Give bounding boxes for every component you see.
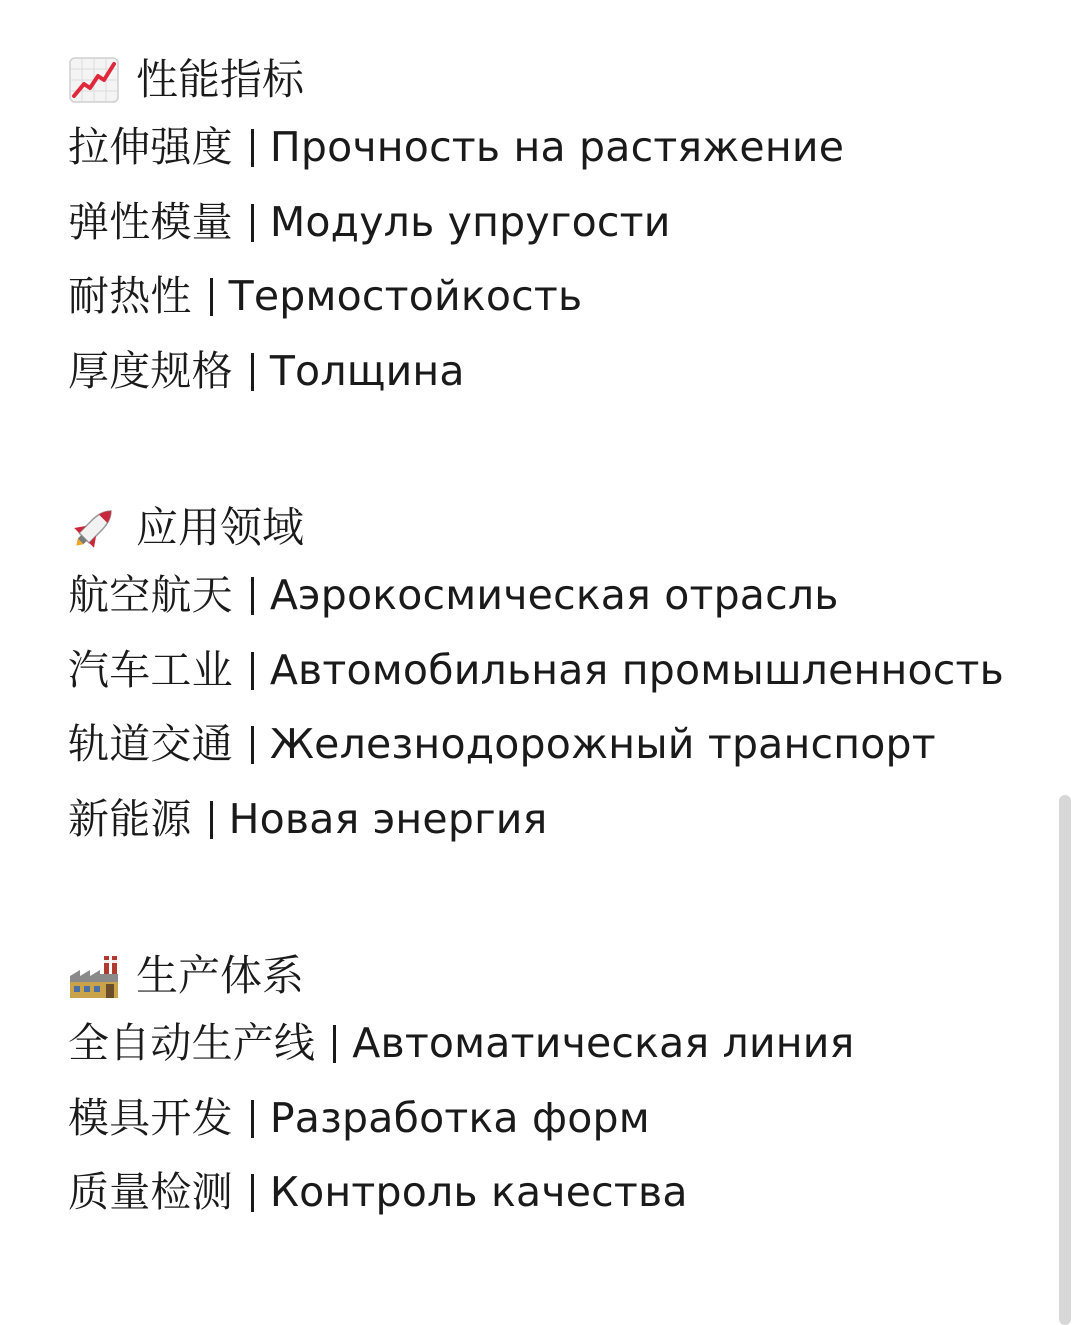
section-production <box>68 946 1048 1230</box>
item-zh: 汽车工业 <box>68 645 233 694</box>
list-item <box>68 110 1048 185</box>
chart-increasing-icon <box>68 54 120 106</box>
list-item <box>68 1081 1048 1156</box>
section-title: 应用领域 <box>136 503 305 552</box>
item-zh: 轨道交通 <box>68 720 233 768</box>
item-zh: 拉伸强度 <box>68 123 233 171</box>
list-item <box>68 707 1048 782</box>
item-ru: Контроль качества <box>269 1168 688 1216</box>
separator <box>251 652 254 690</box>
item-zh: 耐热性 <box>68 272 192 320</box>
item-ru: Новая энергия <box>228 794 548 843</box>
item-zh: 弹性模量 <box>68 197 233 246</box>
factory-icon <box>68 950 120 1002</box>
list-item <box>68 334 1048 409</box>
vertical-scrollbar[interactable] <box>1056 0 1080 1325</box>
section-heading <box>68 50 1048 110</box>
separator <box>251 726 254 764</box>
section-title: 性能指标 <box>136 55 305 104</box>
separator <box>251 353 254 391</box>
list-item <box>68 558 1048 633</box>
list-item <box>68 1155 1048 1230</box>
section-applications <box>68 498 1048 856</box>
rocket-icon <box>68 502 120 554</box>
separator <box>251 129 254 167</box>
item-zh: 质量检测 <box>68 1168 233 1216</box>
scrollbar-thumb[interactable] <box>1059 795 1071 1325</box>
separator <box>251 1174 254 1212</box>
item-zh: 航空航天 <box>68 571 233 619</box>
separator <box>251 204 254 242</box>
item-ru: Модуль упругости <box>269 197 671 246</box>
list-item <box>68 259 1048 334</box>
item-ru: Автомобильная промышленность <box>269 645 1004 694</box>
separator <box>333 1025 336 1063</box>
separator <box>251 1100 254 1138</box>
separator <box>210 278 213 316</box>
section-heading <box>68 498 1048 558</box>
list-item <box>68 1006 1048 1081</box>
list-item <box>68 633 1048 708</box>
item-ru: Термостойкость <box>228 272 583 320</box>
item-zh: 厚度规格 <box>68 346 233 395</box>
item-zh: 新能源 <box>68 794 192 843</box>
item-ru: Аэрокосмическая отрасль <box>269 571 839 619</box>
item-ru: Автоматическая линия <box>352 1019 855 1067</box>
section-performance <box>68 50 1048 408</box>
section-title: 生产体系 <box>136 951 305 1000</box>
item-ru: Разработка форм <box>269 1093 650 1142</box>
item-ru: Прочность на растяжение <box>269 123 845 171</box>
section-heading <box>68 946 1048 1006</box>
separator <box>251 577 254 615</box>
item-ru: Железнодорожный транспорт <box>269 720 936 768</box>
item-zh: 模具开发 <box>68 1093 233 1142</box>
item-zh: 全自动生产线 <box>68 1019 316 1067</box>
item-ru: Толщина <box>269 346 465 395</box>
list-item <box>68 185 1048 260</box>
list-item <box>68 782 1048 857</box>
separator <box>210 801 213 839</box>
